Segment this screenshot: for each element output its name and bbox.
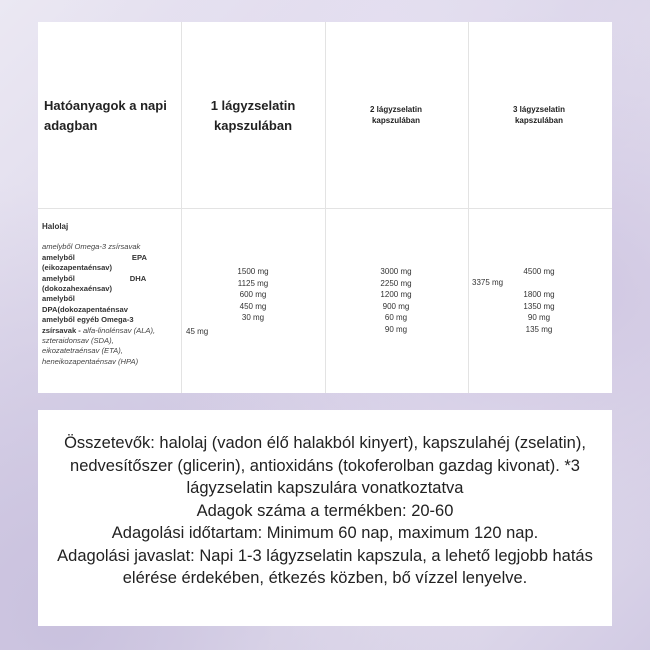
- info-line: Adagolási időtartam: Minimum 60 nap, maximum 120 nap.: [111, 524, 539, 542]
- info-line: Összetevők: halolaj (vadon élő halakból kinyert), kapszulahéj (zselatin), nedvesítőszer (glicerin), antioxidáns (tokoferolban gazdag kivonat). *3 lágyzselatin kapszulára vonatkoztatva: [64, 434, 586, 497]
- ingredient-line: zsírsavak - alfa-linolénsav (ALA),: [42, 325, 156, 335]
- value-cell: 1500 mg: [237, 267, 269, 276]
- value-cell: 450 mg: [239, 301, 267, 311]
- header-3-capsules: 3 lágyzselatin kapszulában: [512, 105, 566, 125]
- nutrition-table: [38, 22, 612, 393]
- header-1-capsule: 1 lágyzselatin kapszulában: [210, 98, 296, 133]
- value-cell: 4500 mg: [523, 267, 555, 276]
- ingredient-line: amelyből Omega-3 zsírsavak: [42, 242, 141, 252]
- ingredient-line: (eikozapentaénsav): [42, 263, 113, 273]
- column-2-capsule-values: [361, 266, 431, 335]
- value-cell: 135 mg: [525, 324, 553, 334]
- col1-extra-value: 45 mg: [186, 327, 209, 336]
- column-3-capsule-values: [504, 266, 574, 335]
- ingredient-line: heneikozapentaénsav (HPA): [42, 356, 139, 366]
- info-text: [48, 432, 602, 590]
- value-cell: 1800 mg: [523, 290, 555, 299]
- value-cell: 1350 mg: [523, 301, 555, 311]
- ingredient-line: amelyből EPA: [42, 252, 147, 262]
- ingredient-list: [42, 222, 182, 367]
- value-cell: 90 mg: [527, 313, 551, 322]
- value-cell: 30 mg: [241, 313, 265, 322]
- col3-extra-value: 3375 mg: [472, 278, 504, 287]
- ingredient-line: amelyből DHA: [42, 273, 147, 283]
- value-cell: [504, 278, 574, 290]
- value-cell: 2250 mg: [380, 278, 412, 288]
- ingredient-title: Halolaj: [42, 222, 69, 231]
- info-line: Adagolási javaslat: Napi 1-3 lágyzselatin kapszula, a lehető legjobb hatás elérése érdekében, étkezés közben, bő vízzel lenyelve.: [57, 546, 593, 587]
- value-cell: 3000 mg: [380, 267, 412, 276]
- header-active-ingredients: Hatóanyagok a napi adagban: [44, 98, 167, 133]
- info-line: Adagok száma a termékben: 20-60: [196, 501, 454, 520]
- ingredient-line: amelyből egyéb Omega-3: [42, 315, 134, 325]
- value-cell: 90 mg: [384, 324, 408, 334]
- ingredient-line: amelyből: [42, 294, 75, 304]
- info-panel: [38, 410, 612, 626]
- value-cell: 60 mg: [384, 313, 408, 322]
- value-cell: 1125 mg: [237, 278, 269, 288]
- value-cell: 900 mg: [382, 301, 410, 311]
- value-cell: 600 mg: [239, 290, 267, 299]
- ingredient-line: DPA(dokozapentaénsav: [42, 304, 128, 314]
- ingredient-line: szteraidonsav (SDA),: [42, 336, 114, 346]
- column-1-capsule-values: [218, 266, 288, 324]
- header-2-capsules: 2 lágyzselatin kapszulában: [369, 105, 423, 125]
- ingredient-line: (dokozahexaénsav): [42, 284, 113, 294]
- ingredient-line: eikozatetraénsav (ETA),: [42, 346, 123, 356]
- value-cell: 1200 mg: [380, 290, 412, 299]
- row-divider: [38, 208, 612, 209]
